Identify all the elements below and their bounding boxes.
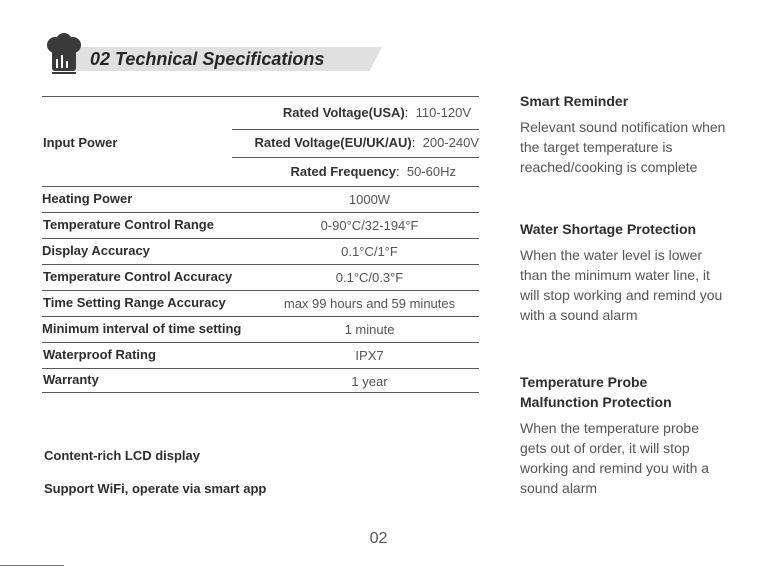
- spec-value: 1000W: [348, 192, 391, 207]
- block-body: Relevant sound notification when the target temperature is reached/cooking is complete: [520, 119, 726, 175]
- table-bottom-rule: [42, 392, 479, 393]
- probe-malfunction-block: [520, 372, 720, 498]
- spec-voltage-eu: Rated Voltage(EU/UK/AU): 200-240V: [254, 135, 479, 150]
- table-top-rule: [42, 96, 479, 97]
- footer-rule: [0, 565, 64, 566]
- water-shortage-block: [520, 219, 730, 325]
- row-rule: [42, 212, 479, 213]
- spec-value: 1 year: [351, 374, 388, 389]
- spec-value: IPX7: [355, 348, 384, 363]
- spec-label: Time Setting Range Accuracy: [43, 295, 226, 310]
- spec-voltage-usa: Rated Voltage(USA): 110-120V: [282, 105, 471, 120]
- section-header: [44, 33, 344, 75]
- chef-hat-icon: [44, 33, 84, 75]
- spec-label: Temperature Control Accuracy: [43, 269, 233, 284]
- spec-label: Warranty: [43, 372, 99, 387]
- page-number: 02: [369, 530, 388, 547]
- block-body: When the water level is lower than the minimum water line, it will stop working and remind you with a sound alarm: [520, 247, 723, 323]
- spec-frequency: Rated Frequency: 50-60Hz: [290, 164, 456, 179]
- block-title: Smart Reminder: [520, 93, 629, 109]
- row-rule: [42, 238, 479, 239]
- feature-wifi: Support WiFi, operate via smart app: [44, 481, 267, 496]
- spec-value: max 99 hours and 59 minutes: [283, 296, 456, 311]
- feature-lcd: Content-rich LCD display: [44, 448, 201, 463]
- block-title: Temperature Probe Malfunction Protection: [520, 374, 672, 410]
- row-rule: [42, 342, 479, 343]
- sub-rule: [232, 129, 479, 130]
- spec-value: 0-90°C/32-194°F: [320, 218, 419, 233]
- input-power-label: Input Power: [43, 135, 118, 150]
- block-body: When the temperature probe gets out of order, it will stop working and remind you with a sound alarm: [520, 420, 710, 496]
- spec-label: Minimum interval of time setting: [42, 321, 242, 336]
- spec-label: Display Accuracy: [42, 243, 150, 258]
- row-rule: [42, 290, 479, 291]
- row-rule: [42, 316, 479, 317]
- spec-label: Waterproof Rating: [43, 347, 156, 362]
- sub-rule: [232, 157, 479, 158]
- spec-value: 1 minute: [344, 322, 395, 337]
- spec-value: 0.1°C/1°F: [341, 244, 398, 259]
- page-title: 02 Technical Specifications: [90, 49, 325, 69]
- spec-label: Temperature Control Range: [43, 217, 214, 232]
- row-rule: [42, 186, 479, 187]
- smart-reminder-block: [520, 91, 730, 177]
- block-title: Water Shortage Protection: [520, 221, 697, 237]
- row-rule: [42, 368, 479, 369]
- row-rule: [42, 264, 479, 265]
- spec-label: Heating Power: [42, 191, 133, 206]
- spec-value: 0.1°C/0.3°F: [335, 270, 404, 285]
